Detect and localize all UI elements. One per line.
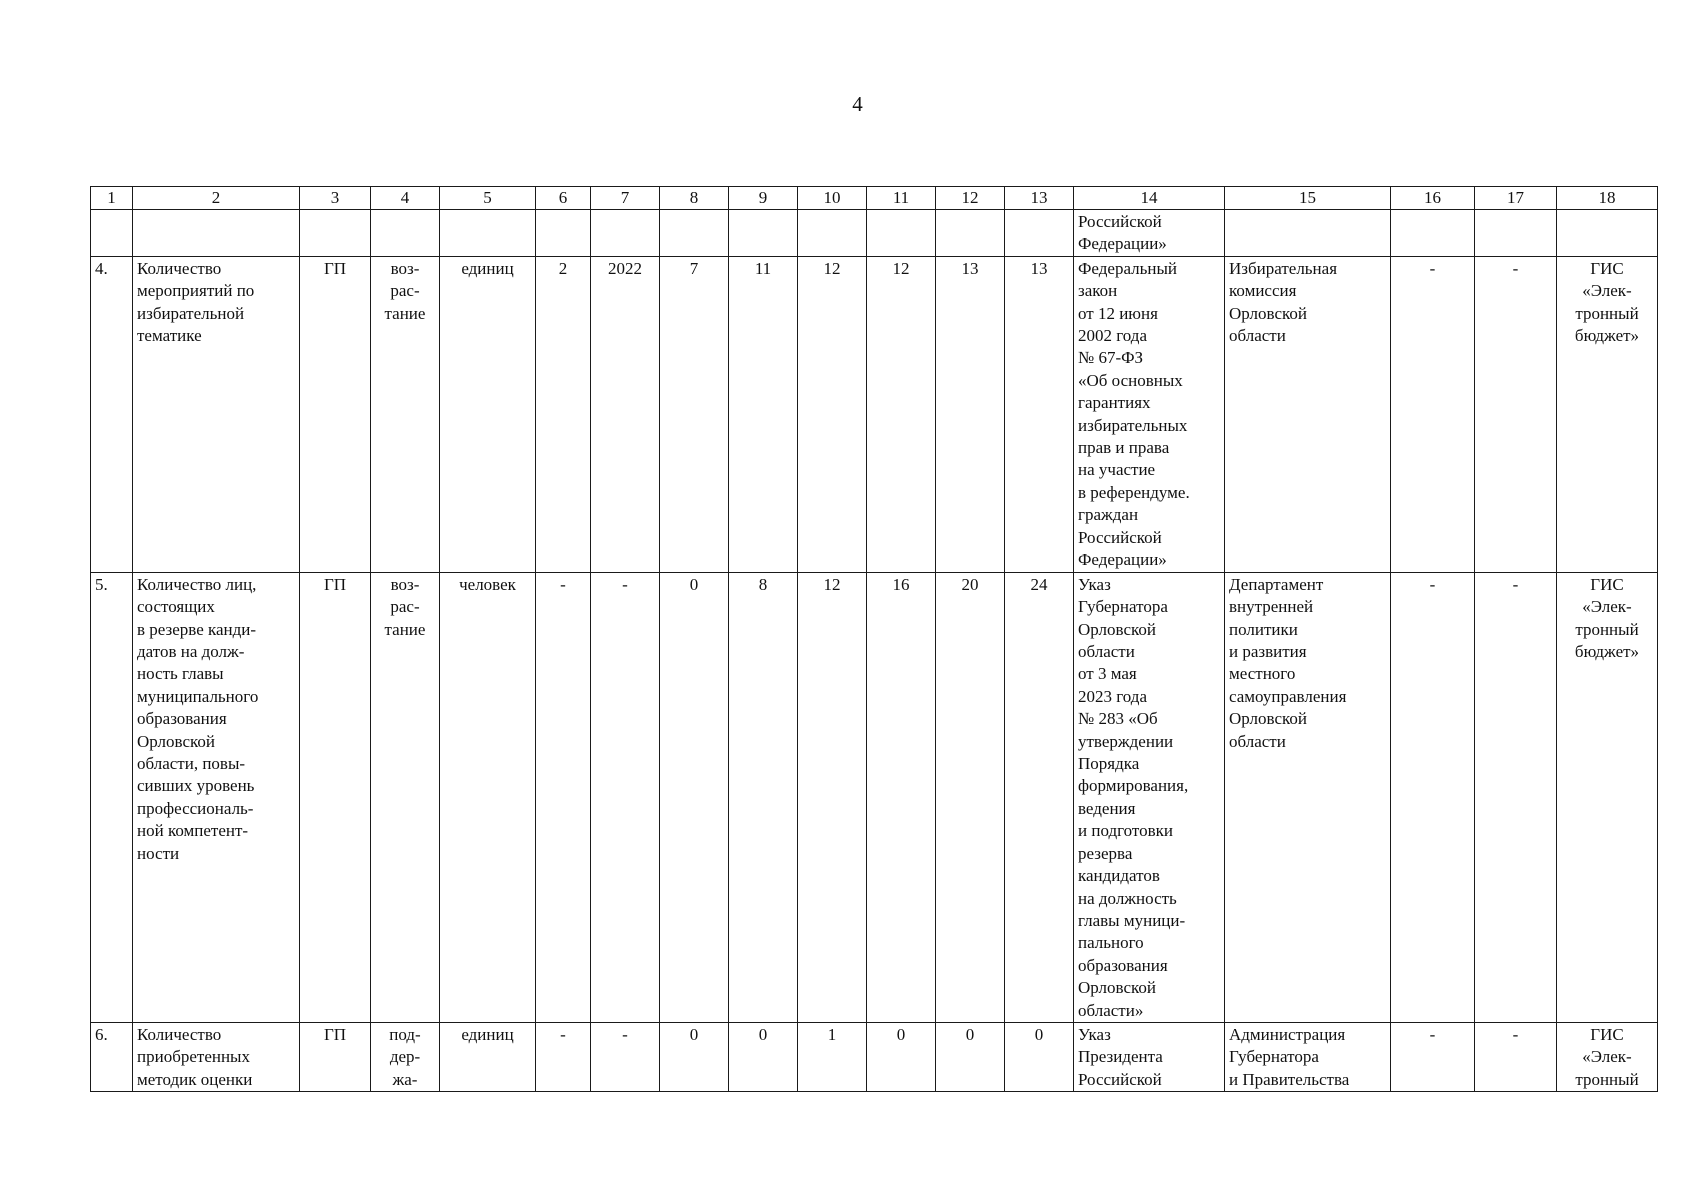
value-cell: 12 — [867, 256, 936, 572]
unit-of-measure: человек — [440, 572, 536, 1022]
responsible-body: Избирательная комиссия Орловской области — [1225, 256, 1391, 572]
column-number: 11 — [867, 187, 936, 210]
value-cell: 8 — [729, 572, 798, 1022]
column-number: 2 — [133, 187, 300, 210]
column-number: 3 — [300, 187, 371, 210]
base-year: 2022 — [591, 256, 660, 572]
value-cell: 0 — [660, 572, 729, 1022]
information-system: ГИС «Элек- тронный бюджет» — [1557, 256, 1658, 572]
indicators-table — [90, 186, 1658, 1092]
indicator-direction: воз- рас- тание — [371, 256, 440, 572]
unit-of-measure: единиц — [440, 1022, 536, 1091]
column-number: 9 — [729, 187, 798, 210]
base-year: - — [591, 1022, 660, 1091]
value-cell: 0 — [729, 1022, 798, 1091]
column-number: 6 — [536, 187, 591, 210]
dash-cell: - — [1391, 1022, 1475, 1091]
legal-basis: Указ Президента Российской — [1074, 1022, 1225, 1091]
indicator-direction: под- дер- жа- — [371, 1022, 440, 1091]
row-number: 6. — [91, 1022, 133, 1091]
column-number: 16 — [1391, 187, 1475, 210]
column-number: 15 — [1225, 187, 1391, 210]
column-number: 5 — [440, 187, 536, 210]
unit-of-measure: единиц — [440, 256, 536, 572]
row-number: 4. — [91, 256, 133, 572]
column-numbers-row — [91, 187, 1658, 210]
value-cell: 13 — [936, 256, 1005, 572]
indicator-name: Количество лиц, состоящих в резерве канди- датов на долж- ность главы муниципального образования Орловской области, повы- сивших уровень профессиональ- ной компетент- ности — [133, 572, 300, 1022]
base-value: - — [536, 1022, 591, 1091]
column-number: 7 — [591, 187, 660, 210]
column-number: 8 — [660, 187, 729, 210]
indicator-name: Количество приобретенных методик оценки — [133, 1022, 300, 1091]
value-cell: 11 — [729, 256, 798, 572]
dash-cell: - — [1391, 256, 1475, 572]
legal-basis: Указ Губернатора Орловской области от 3 мая 2023 года № 283 «Об утверждении Порядка формирования, ведения и подготовки резерва кандидатов на должность главы муници- пального образования Орловской области» — [1074, 572, 1225, 1022]
value-cell: 24 — [1005, 572, 1074, 1022]
dash-cell: - — [1475, 572, 1557, 1022]
information-system: ГИС «Элек- тронный — [1557, 1022, 1658, 1091]
indicator-name: Количество мероприятий по избирательной тематике — [133, 256, 300, 572]
column-number: 4 — [371, 187, 440, 210]
column-number: 14 — [1074, 187, 1225, 210]
value-cell: 20 — [936, 572, 1005, 1022]
base-value: - — [536, 572, 591, 1022]
responsible-body: Департамент внутренней политики и развития местного самоуправления Орловской области — [1225, 572, 1391, 1022]
continuation-row — [91, 210, 1658, 257]
column-number: 13 — [1005, 187, 1074, 210]
value-cell: 12 — [798, 572, 867, 1022]
value-cell: 0 — [1005, 1022, 1074, 1091]
information-system: ГИС «Элек- тронный бюджет» — [1557, 572, 1658, 1022]
base-year: - — [591, 572, 660, 1022]
indicator-level: ГП — [300, 1022, 371, 1091]
base-value: 2 — [536, 256, 591, 572]
value-cell: 0 — [660, 1022, 729, 1091]
responsible-body: Администрация Губернатора и Правительства — [1225, 1022, 1391, 1091]
value-cell: 1 — [798, 1022, 867, 1091]
dash-cell: - — [1475, 256, 1557, 572]
value-cell: 13 — [1005, 256, 1074, 572]
value-cell: 12 — [798, 256, 867, 572]
indicator-level: ГП — [300, 256, 371, 572]
table-row — [91, 256, 1658, 572]
table-row — [91, 1022, 1658, 1091]
value-cell: 0 — [936, 1022, 1005, 1091]
value-cell: 7 — [660, 256, 729, 572]
table-row — [91, 572, 1658, 1022]
dash-cell: - — [1475, 1022, 1557, 1091]
page-number: 4 — [852, 92, 863, 116]
indicator-direction: воз- рас- тание — [371, 572, 440, 1022]
value-cell: 0 — [867, 1022, 936, 1091]
column-number: 17 — [1475, 187, 1557, 210]
basis-continuation: Российской Федерации» — [1074, 210, 1225, 257]
column-number: 1 — [91, 187, 133, 210]
column-number: 10 — [798, 187, 867, 210]
indicator-level: ГП — [300, 572, 371, 1022]
dash-cell: - — [1391, 572, 1475, 1022]
column-number: 12 — [936, 187, 1005, 210]
row-number: 5. — [91, 572, 133, 1022]
value-cell: 16 — [867, 572, 936, 1022]
column-number: 18 — [1557, 187, 1658, 210]
legal-basis: Федеральный закон от 12 июня 2002 года № 67-ФЗ «Об основных гарантиях избирательных прав и права на участие в референдуме. граждан Российской Федерации» — [1074, 256, 1225, 572]
